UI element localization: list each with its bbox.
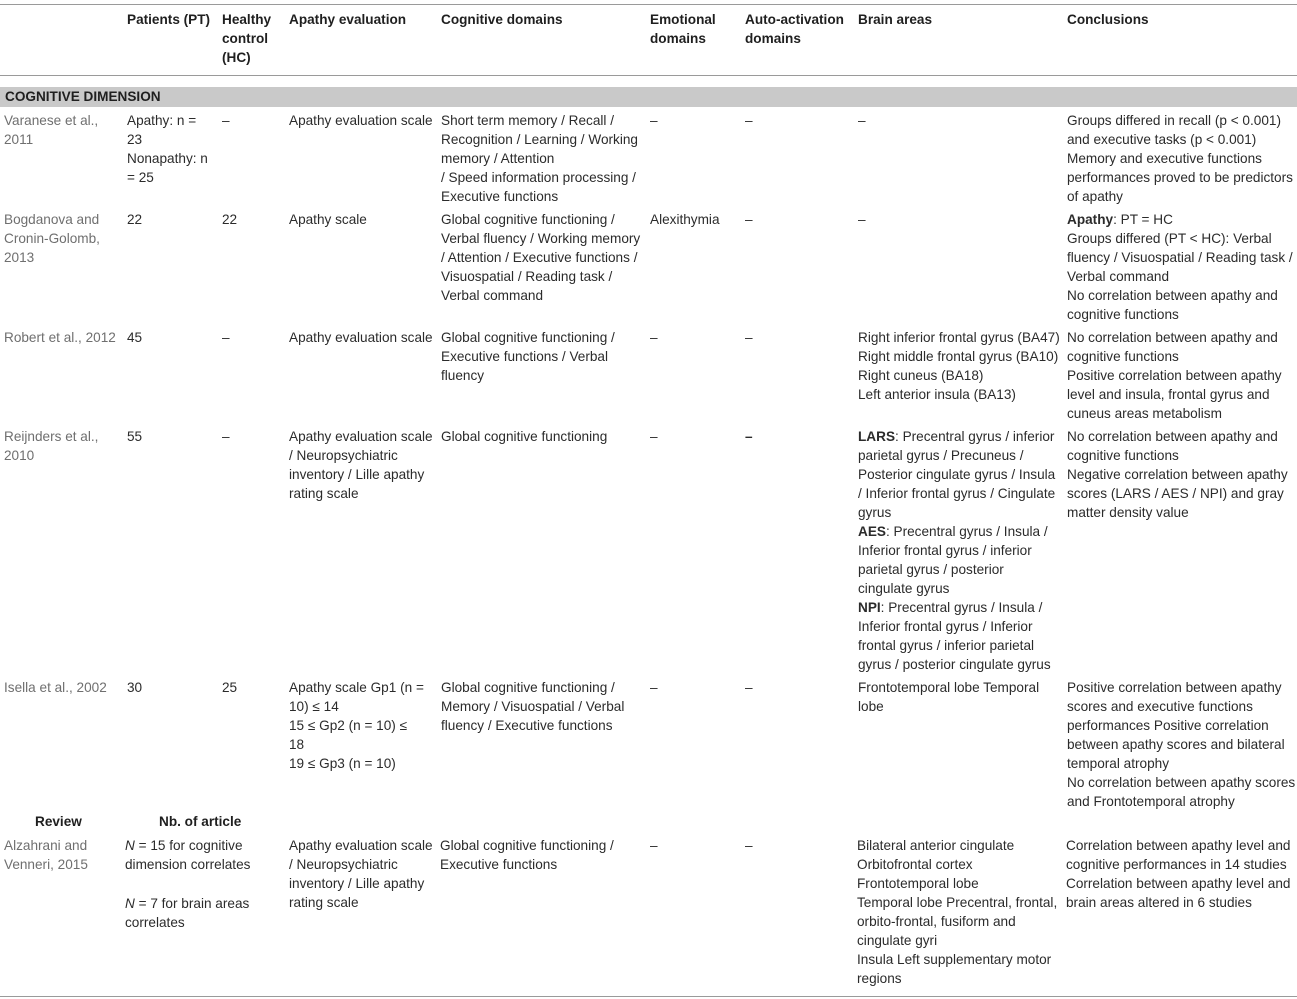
header-emotional-domains: Emotional domains [650,12,716,46]
brain-lars-rest: parietal gyrus / Precuneus / Posterior cingulate gyrus / Insula / Inferior frontal gyrus / Cingulate gyrus [858,448,1056,520]
brain-areas-cell: Right inferior frontal gyrus (BA47) Right middle frontal gyrus (BA10) Right cuneus (BA18) Left anterior insula (BA13) [858,330,1060,402]
brain-npi-rest: Inferior frontal gyrus / Inferior frontal gyrus / inferior parietal gyrus / posterior cingulate gyrus [858,619,1051,672]
hc-cell: 22 [222,212,238,227]
patients-cell: 45 [127,330,143,345]
top-rule [0,4,1297,5]
header-rule [0,75,1297,76]
header-healthy-control: Healthy control (HC) [222,12,272,65]
patients-cell: 55 [127,429,143,444]
apathy-eval-cell: Apathy scale Gp1 (n = 10) ≤ 14 15 ≤ Gp2 (n = 10) ≤ 18 19 ≤ Gp3 (n = 10) [289,680,424,771]
emotional-cell: – [650,113,658,128]
auto-activation-cell: – [745,330,753,345]
nb-cog-text: = 15 for cognitive dimension correlates [125,838,251,872]
study-name: Alzahrani and Venneri, 2015 [4,838,88,872]
study-name: Isella et al., 2002 [4,680,107,695]
brain-npi-label: NPI [858,600,881,615]
section-label: COGNITIVE DIMENSION [5,89,161,104]
header-cognitive-domains: Cognitive domains [441,12,563,27]
emotional-cell: – [650,330,658,345]
brain-aes-first: : Precentral gyrus / Insula / [885,524,1048,539]
apathy-eval-cell: Apathy evaluation scale [289,113,433,128]
cognitive-cell: Global cognitive functioning / Executive functions [440,838,614,872]
apathy-eval-cell: Apathy evaluation scale / Neuropsychiatric inventory / Lille apathy rating scale [289,429,433,501]
brain-areas-cell: Bilateral anterior cingulate Orbitofrontal cortex Frontotemporal lobe Temporal lobe Precentral, frontal, orbito-frontal, fusiform and cingulate gyri Insula Left supplementary motor regions [857,838,1058,986]
apathy-eval-cell: Apathy evaluation scale / Neuropsychiatric inventory / Lille apathy rating scale [289,838,433,910]
header-patients: Patients (PT) [127,12,211,27]
emotional-cell: Alexithymia [650,212,720,227]
brain-lars-label: LARS [858,429,896,444]
patients-cell: Apathy: n = 23 Nonapathy: n = 25 [127,113,208,185]
brain-areas-cell: – [858,212,866,227]
hc-cell: – [222,113,230,128]
header-apathy-evaluation: Apathy evaluation [289,12,407,27]
nb-article-cell [125,836,250,874]
emotional-cell: – [650,838,658,853]
study-name: Bogdanova and Cronin-Golomb, 2013 [4,212,100,265]
conclusions-cell: Groups differed in recall (p < 0.001) and executive tasks (p < 0.001) Memory and executive functions performances proved to be predictors of apathy [1067,113,1293,204]
auto-activation-cell: – [745,113,753,128]
conclusions-cell: No correlation between apathy and cognitive functions Positive correlation between apathy level and insula, frontal gyrus and cuneus areas metabolism [1067,330,1282,421]
emotional-cell: – [650,429,658,444]
hc-cell: – [222,429,230,444]
header-auto-activation: Auto-activation domains [745,12,844,46]
auto-activation-cell: – [745,838,753,853]
brain-areas-cell: – [858,113,866,128]
cognitive-cell: Global cognitive functioning / Executive functions / Verbal fluency [441,330,615,383]
cognitive-cell: Global cognitive functioning / Memory / Visuospatial / Verbal fluency / Executive functions [441,680,625,733]
brain-npi-first: : Precentral gyrus / Insula / [880,600,1043,615]
nb-cog-n: N [125,838,135,853]
header-brain-areas: Brain areas [858,12,933,27]
nb-article-cell [125,894,249,932]
brain-areas-cell [858,427,1055,674]
hc-cell: – [222,330,230,345]
cognitive-cell: Short term memory / Recall / Recognition / Learning / Working memory / Attention / Speed information processing / Executive functions [441,113,638,204]
apathy-eval-cell: Apathy evaluation scale [289,330,433,345]
section-band [0,87,1297,107]
conclusions-cell: No correlation between apathy and cognitive functions Negative correlation between apathy scores (LARS / AES / NPI) and gray matter density value [1067,429,1288,520]
patients-cell: 22 [127,212,143,227]
nb-brain-n: N [125,896,135,911]
conclusions-cell: Positive correlation between apathy scores and executive functions performances Positive correlation between apathy scores and bilateral temporal atrophy No correlation between apathy scores and Frontotemporal atrophy [1067,680,1296,809]
study-name: Robert et al., 2012 [4,330,116,345]
patients-cell: 30 [127,680,143,695]
conclusions-cell [1067,210,1293,324]
bottom-rule [0,996,1297,997]
conclusions-apathy-label: Apathy [1067,212,1114,227]
brain-aes-rest: Inferior frontal gyrus / inferior parietal gyrus / posterior cingulate gyrus [858,543,1032,596]
auto-activation-cell: – [745,680,753,695]
study-name: Reijnders et al., 2010 [4,429,99,463]
conclusions-text: Groups differed (PT < HC): Verbal fluency / Visuospatial / Reading task / Verbal command No correlation between apathy and cognitive functions [1067,231,1293,322]
emotional-cell: – [650,680,658,695]
conclusions-cell: Correlation between apathy level and cognitive performances in 14 studies Correlation between apathy level and brain areas altered in 6 studies [1066,838,1291,910]
auto-activation-cell: – [745,212,753,227]
header-conclusions: Conclusions [1067,12,1149,27]
conclusions-apathy-value: : PT = HC [1113,212,1173,227]
apathy-eval-cell: Apathy scale [289,212,367,227]
brain-aes-label: AES [858,524,886,539]
hc-cell: 25 [222,680,238,695]
brain-lars-first: : Precentral gyrus / inferior [895,429,1055,444]
review-header: Review [35,814,82,829]
cognitive-cell: Global cognitive functioning / Verbal fluency / Working memory / Attention / Executive functions / Visuospatial / Reading task / Verbal command [441,212,641,303]
nb-article-header: Nb. of article [159,814,242,829]
brain-areas-cell: Frontotemporal lobe Temporal lobe [858,680,1040,714]
study-name: Varanese et al., 2011 [4,113,99,147]
auto-activation-cell: – [745,429,753,444]
cognitive-cell: Global cognitive functioning [441,429,608,444]
nb-brain-text: = 7 for brain areas correlates [125,896,250,930]
